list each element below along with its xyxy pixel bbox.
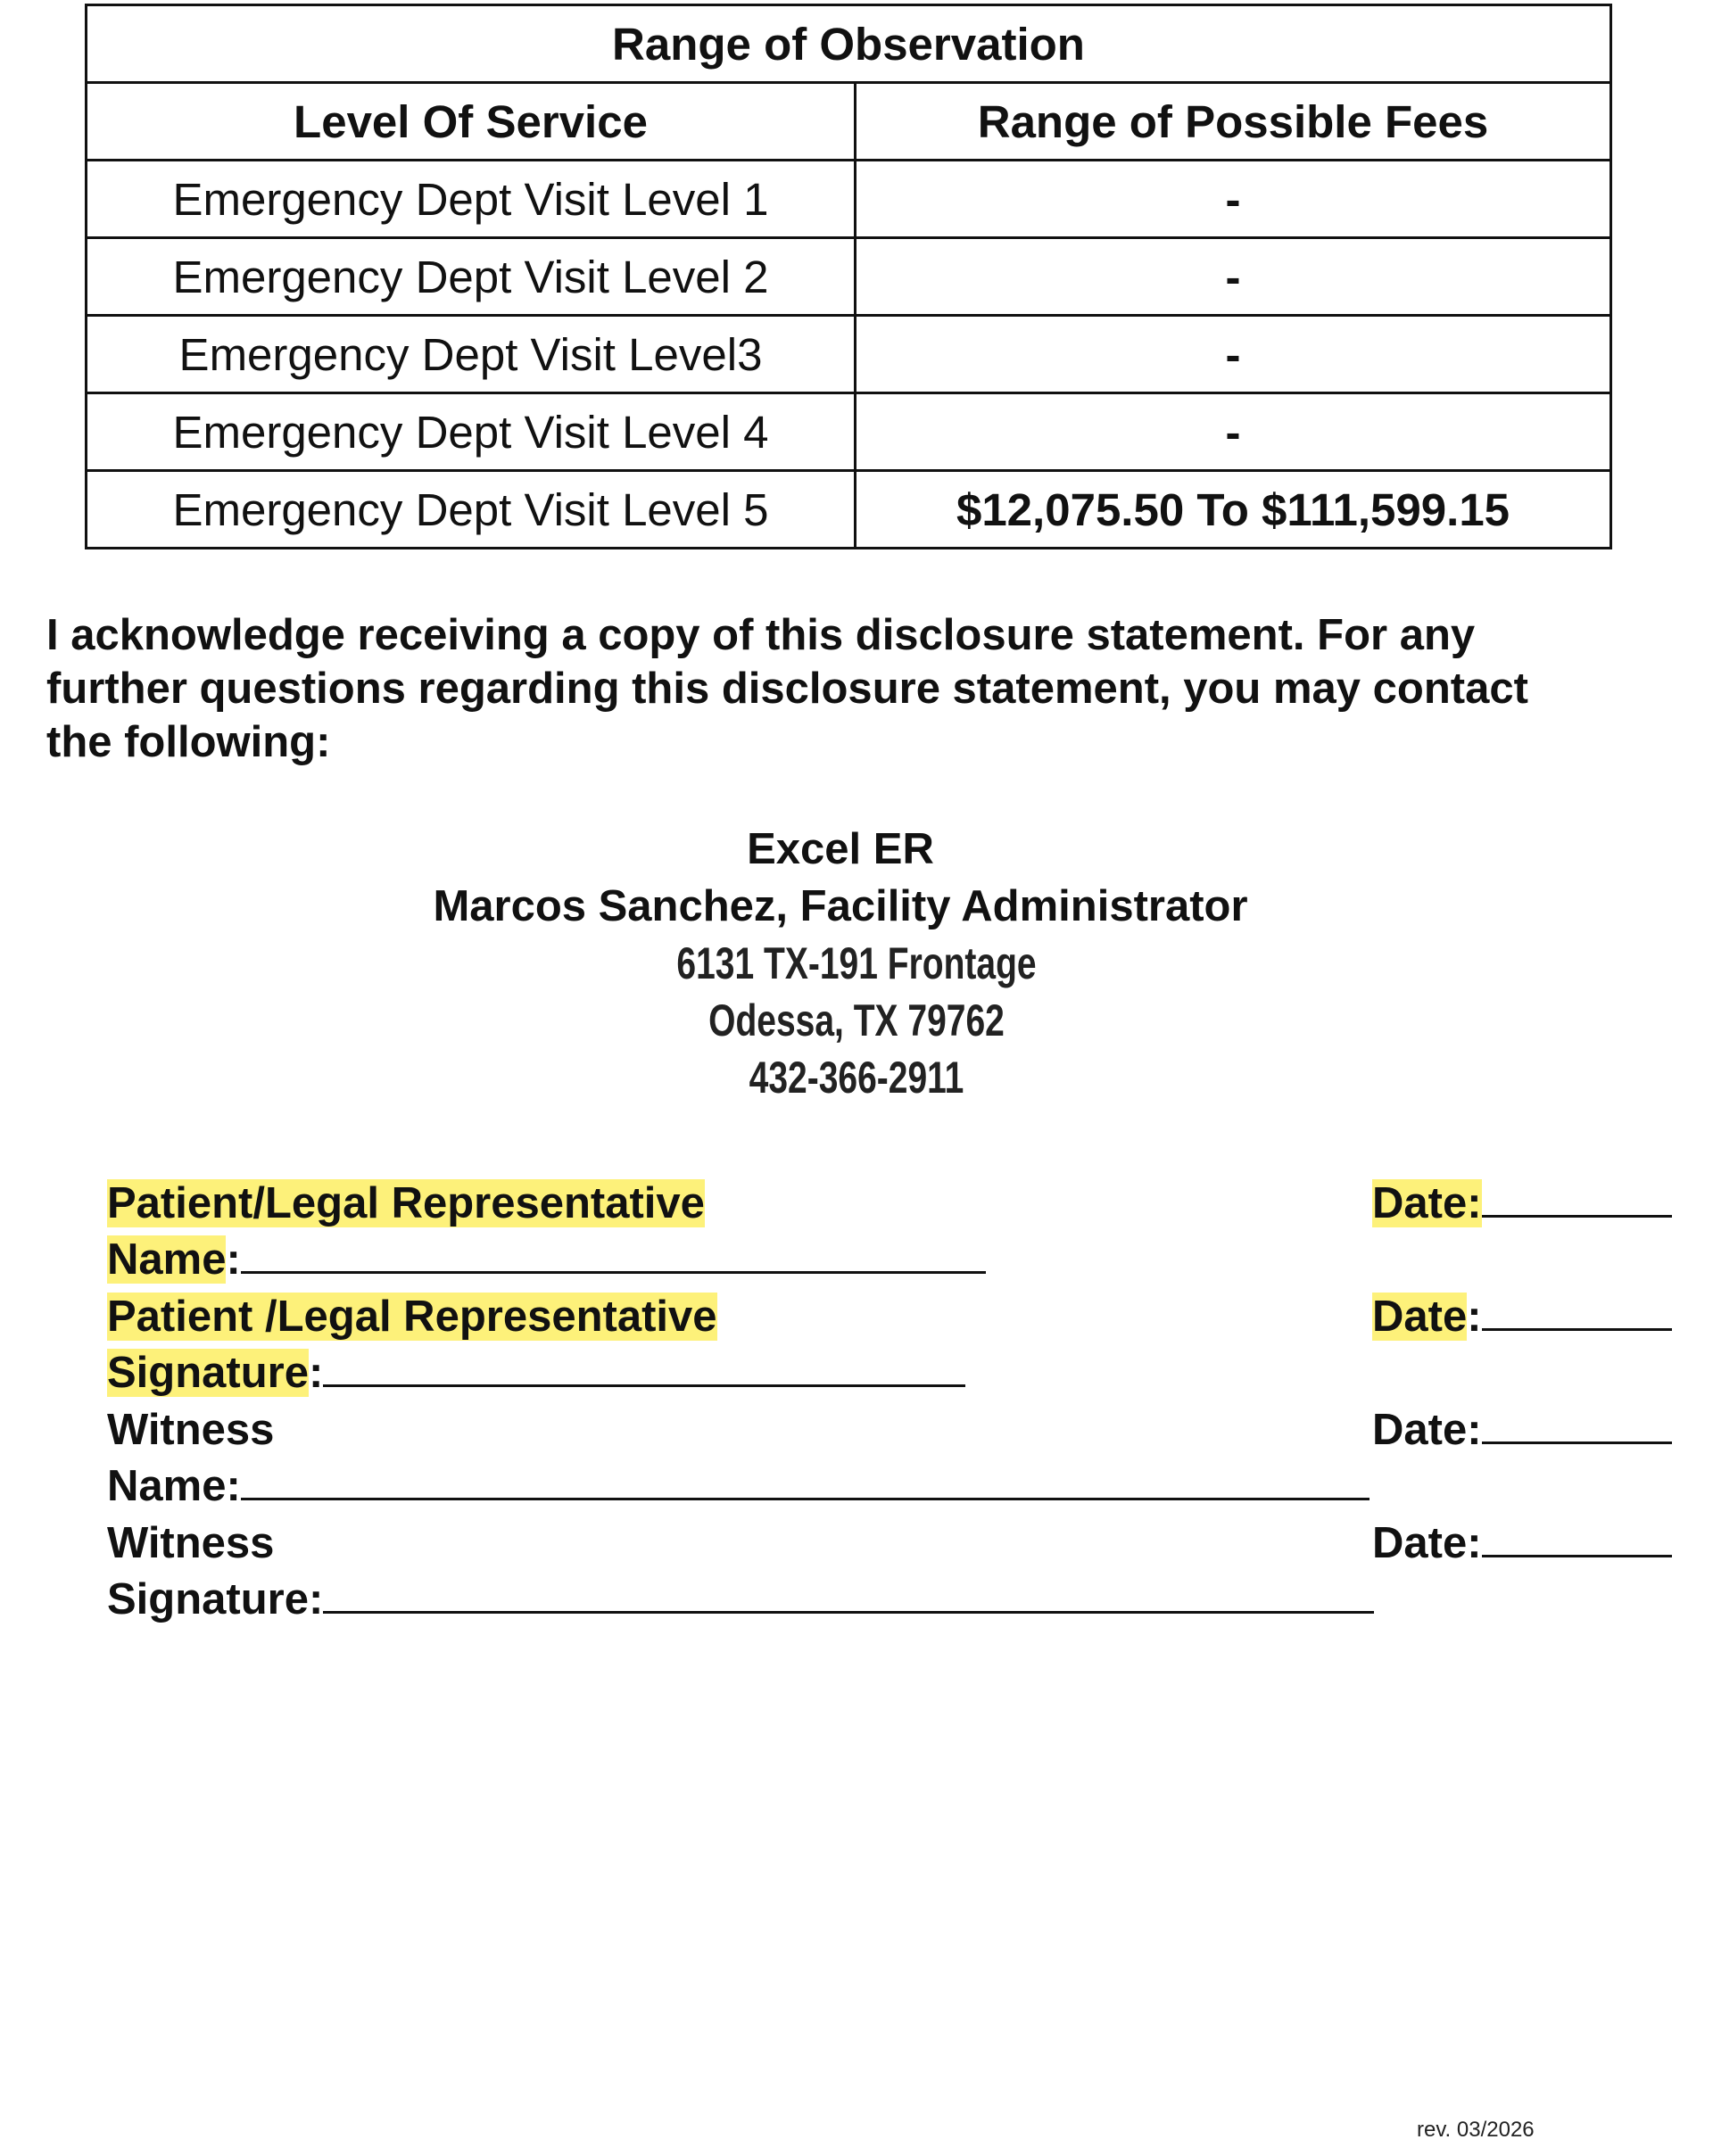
patient-name-label: Name [107,1235,227,1284]
fee-cell: - [856,393,1611,471]
organization-name: Excel ER [747,825,934,873]
patient-signature-label-highlight: Patient /Legal Representative [107,1293,717,1341]
revision-label: rev. 03/2026 [1417,2118,1535,2142]
fee-cell: $12,075.50 To $111,599.15 [856,471,1611,549]
service-cell: Emergency Dept Visit Level 1 [87,161,856,238]
fee-cell: - [856,161,1611,238]
table-title: Range of Observation [87,5,1611,83]
patient-signature-date-label: Date [1372,1293,1468,1341]
patient-name-label-highlight: Patient/Legal Representative [107,1179,705,1227]
witness-name-date-input-line[interactable] [1482,1402,1672,1444]
table-row [87,316,1611,393]
administrator-name: Marcos Sanchez, Facility Administrator [433,882,1248,930]
table-row [87,393,1611,471]
table-title-row [87,5,1611,83]
patient-signature-label-line1 [107,1289,717,1345]
service-cell: Emergency Dept Visit Level 5 [87,471,856,549]
patient-name-date-label: Date: [1372,1179,1482,1227]
service-cell: Emergency Dept Visit Level3 [87,316,856,393]
witness-signature-label-line1: Witness [107,1519,275,1567]
witness-signature-date-field [1372,1516,1672,1572]
witness-signature-label: Signature: [107,1575,324,1623]
witness-name-input-line[interactable] [241,1458,1370,1500]
patient-name-colon: : [226,1235,241,1284]
witness-name-field [107,1458,1370,1515]
patient-signature-input-line[interactable] [323,1345,965,1387]
witness-name-label: Name: [107,1462,241,1510]
patient-signature-colon: : [308,1349,324,1397]
contact-block [0,821,1713,1106]
table-row [87,161,1611,238]
witness-signature-field [107,1572,1374,1628]
patient-signature-date-colon: : [1467,1293,1482,1341]
city-state-zip: Odessa, TX 79762 [708,995,1005,1045]
patient-signature-field [107,1345,965,1401]
witness-name-date-label: Date: [1372,1406,1482,1454]
acknowledgment-paragraph [46,608,1679,769]
table-row [87,471,1611,549]
patient-signature-date-input-line[interactable] [1482,1289,1672,1331]
patient-signature-date-field [1372,1289,1672,1345]
patient-signature-label: Signature [107,1349,309,1397]
fee-range-table [85,4,1612,549]
phone-number: 432-366-2911 [749,1053,964,1103]
patient-name-input-line[interactable] [241,1232,986,1274]
table-header-row [87,83,1611,161]
patient-name-date-field [1372,1176,1672,1232]
witness-signature-date-label: Date: [1372,1519,1482,1567]
witness-signature-date-input-line[interactable] [1482,1516,1672,1557]
acknowledgment-line-1: I acknowledge receiving a copy of this disclosure statement. For any [46,611,1476,659]
header-level-of-service: Level Of Service [87,83,856,161]
header-range-of-fees: Range of Possible Fees [856,83,1611,161]
patient-name-field [107,1232,986,1288]
table-row [87,238,1611,316]
patient-name-date-input-line[interactable] [1482,1176,1672,1218]
witness-name-label-line1: Witness [107,1406,275,1454]
witness-name-date-field [1372,1402,1672,1458]
acknowledgment-line-3: the following: [46,718,331,766]
fee-cell: - [856,238,1611,316]
patient-name-label-line1 [107,1176,705,1232]
acknowledgment-line-2: further questions regarding this disclosure statement, you may contact [46,665,1528,713]
street-address: 6131 TX-191 Frontage [676,938,1037,988]
service-cell: Emergency Dept Visit Level 2 [87,238,856,316]
witness-signature-input-line[interactable] [323,1572,1374,1614]
service-cell: Emergency Dept Visit Level 4 [87,393,856,471]
fee-cell: - [856,316,1611,393]
